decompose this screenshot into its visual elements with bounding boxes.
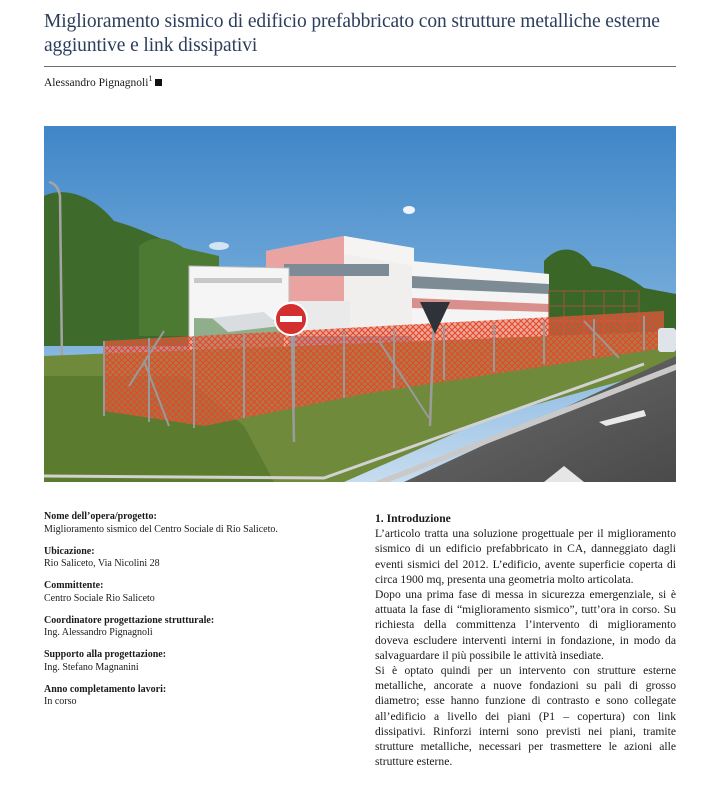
construction-site-photo [44, 126, 676, 482]
client-label: Committente: [44, 580, 104, 591]
square-icon [155, 79, 162, 86]
paragraph: Si è optato quindi per un intervento con strutture esterne metalliche, ancorate a nuove fondazioni su pali di grosso diametro; esse hanno funzione di contrasto e sono collegate all’edificio a livello dei piani (P1 – copertura) con link dissipativi. Rinforzi interni sono previsti nei piani, tramite strutture metalliche, necessari per trasmettere le azioni alle strutture esterne. [375, 664, 676, 769]
article-title: Miglioramento sismico di edificio prefabbricato con strutture metalliche esterne aggiuntive e link dissipativi [44, 11, 660, 56]
author-affiliation-mark: 1 [148, 74, 153, 83]
project-info-column [44, 511, 344, 718]
coordinator-block [44, 615, 344, 640]
support-block [44, 649, 344, 674]
project-name-label: Nome dell’opera/progetto: [44, 511, 157, 522]
location-value: Rio Saliceto, Via Nicolini 28 [44, 558, 160, 569]
introduction-section [375, 511, 676, 769]
paragraph: L’articolo tratta una soluzione progettuale per il miglioramento sismico di un edificio prefabbricato in CA, danneggiato dagli eventi sismici del 2012. L’edificio, avente superficie coperta di circa 1900 mq, presenta una geometria molto articolata. [375, 527, 676, 586]
location-block [44, 546, 344, 571]
project-name-value: Miglioramento sismico del Centro Sociale di Rio Saliceto. [44, 523, 278, 535]
completion-year-value: In corso [44, 696, 77, 707]
project-name-block [44, 511, 344, 536]
completion-year-block [44, 684, 344, 709]
paragraph: Dopo una prima fase di messa in sicurezza emergenziale, si è attuata la fase di “miglioramento sismico”, tutt’ora in corso. Su richiesta della committenza l’intervento di miglioramento doveva escludere interventi interni in fondazione, in modo da salvaguardare il più possibile le attività insediate. [375, 588, 676, 662]
client-block [44, 580, 344, 605]
author-name: Alessandro Pignagnoli [44, 76, 149, 89]
coordinator-value: Ing. Alessandro Pignagnoli [44, 627, 153, 638]
title-divider [44, 66, 676, 67]
support-value: Ing. Stefano Magnanini [44, 661, 139, 673]
coordinator-label: Coordinatore progettazione strutturale: [44, 614, 215, 626]
author-line [44, 74, 162, 89]
section-heading: 1. Introduzione [375, 512, 451, 525]
client-value: Centro Sociale Rio Saliceto [44, 592, 155, 604]
support-label: Supporto alla progettazione: [44, 649, 167, 660]
location-label: Ubicazione: [44, 545, 95, 557]
no-entry-sign-bar [280, 316, 302, 322]
completion-year-label: Anno completamento lavori: [44, 683, 167, 695]
